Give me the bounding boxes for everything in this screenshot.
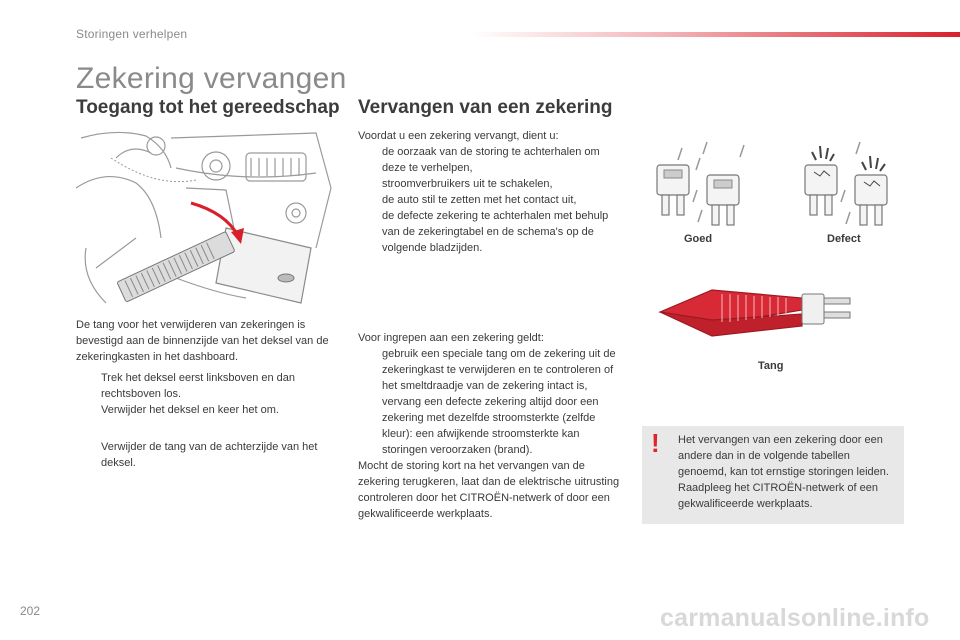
right-heading: Vervangen van een zekering	[358, 97, 613, 118]
section-header: Storingen verhelpen	[76, 27, 188, 41]
list-item: vervang een defecte zekering altijd door een zekering met dezelfde stroomsterkte (zelfde kleur): een afwijkende stroomsterkte kan storingen veroorzaken (brand).	[382, 396, 599, 456]
header-accent-bar	[470, 32, 960, 37]
list-item: Verwijder de tang van de achterzijde van het deksel.	[101, 441, 318, 469]
left-intro-text: De tang voor het verwijderen van zekeringen is bevestigd aan de binnenzijde van het deksel van de zekeringkasten in het dashboard.	[76, 319, 329, 363]
warning-icon: !	[651, 428, 660, 458]
left-bullets-b	[76, 439, 346, 471]
list-item: Verwijder het deksel en keer het om.	[101, 404, 279, 416]
right-paragraph-1	[358, 128, 623, 256]
right-p2-intro: Voor ingrepen aan een zekering geldt:	[358, 332, 544, 344]
right-p2-outro: Mocht de storing kort na het vervangen van de zekering terugkeren, laat dan de elektrische uitrusting controleren door het CITROËN-netwerk of door een gekwalificeerde werkplaats.	[358, 460, 620, 520]
watermark: carmanualsonline.info	[660, 604, 930, 632]
list-item: Trek het deksel eerst linksboven en dan rechtsboven los.	[101, 372, 296, 400]
list-item: de auto stil te zetten met het contact uit,	[382, 194, 577, 206]
left-bullets-a	[76, 370, 346, 418]
fuse-good-illustration	[652, 140, 752, 230]
page-number: 202	[20, 604, 41, 618]
fuse-good-label: Goed	[684, 233, 713, 245]
warning-text: Het vervangen van een zekering door een andere dan in de volgende tabellen genoemd, kan tot ernstige storingen leiden. Raadpleeg het CITROËN-netwerk of een gekwalificeerde werkplaats.	[678, 434, 889, 510]
fuse-tang-illustration	[652, 270, 862, 350]
dashboard-illustration	[76, 128, 334, 308]
list-item: stroomverbruikers uit te schakelen,	[382, 178, 553, 190]
fuse-defect-illustration	[800, 140, 900, 230]
right-p1-intro: Voordat u een zekering vervangt, dient u:	[358, 130, 559, 142]
right-paragraph-2	[358, 330, 626, 522]
list-item: de oorzaak van de storing te achterhalen om deze te verhelpen,	[382, 146, 600, 174]
fuse-defect-label: Defect	[827, 233, 861, 245]
list-item: gebruik een speciale tang om de zekering uit de zekeringkast te verwijderen en te controleren of het smeltdraadje van de zekering intact is,	[382, 348, 616, 392]
left-heading: Toegang tot het gereedschap	[76, 97, 340, 118]
page-title: Zekering vervangen	[76, 62, 347, 95]
list-item: de defecte zekering te achterhalen met behulp van de zekeringtabel en de schema's op de volgende bladzijden.	[382, 210, 609, 254]
fuse-tang-label: Tang	[758, 360, 784, 372]
